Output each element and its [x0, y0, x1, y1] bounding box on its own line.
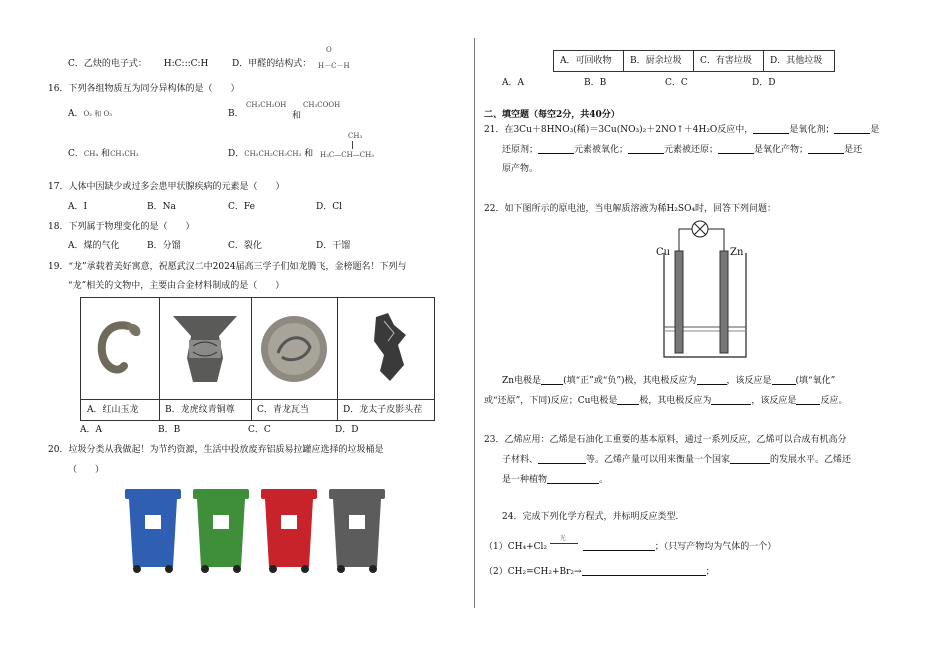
q15-option-c: [68, 58, 208, 70]
q21-line2: [502, 144, 862, 156]
q23-line2: [502, 454, 851, 466]
q21-text-h: 是还: [844, 145, 863, 155]
q23-text-e: 。: [599, 475, 609, 485]
q20-stem: 20．垃圾分类从我做起！为节约资源，生活中投放废弃铝质易拉罐应选择的垃圾桶是: [48, 445, 384, 455]
q19-caption-b: B．龙虎纹青铜尊: [159, 399, 251, 420]
dragon-tile-image: [257, 304, 331, 394]
q24-item1-arrow: [550, 535, 580, 549]
q15-c-label: C．乙炔的电子式：: [68, 59, 147, 69]
q16-a-label: A．: [68, 109, 84, 119]
q18-option-c: C．裂化: [228, 241, 262, 251]
q19-caption-d: D．龙太子皮影头茬: [337, 399, 434, 420]
zn-electrode-label: Zn: [730, 247, 744, 258]
q17-option-a: A．I: [68, 202, 88, 212]
q22-stem: 22．如下图所示的原电池，当电解质溶液为稀H₂SO₄时，回答下列问题：: [484, 204, 777, 214]
q19-cell-b: [159, 298, 252, 420]
q22-blank-zn-reaction[interactable]: [697, 375, 727, 385]
q16-option-c: [68, 148, 139, 160]
q21-text-f: 元素被还原；: [664, 145, 719, 155]
q16-a-content: O₂ 和 O₃: [83, 110, 113, 118]
q21-text-d: 还原剂；: [502, 145, 539, 155]
q17-option-b: B．Na: [147, 202, 176, 212]
cu-electrode-label: Cu: [656, 247, 671, 258]
q24-item2-end: ；: [705, 567, 715, 577]
galvanic-cell-diagram: [652, 215, 762, 363]
q22-blank-zn-pole[interactable]: [541, 375, 563, 385]
q19-option-a: A．A: [80, 425, 102, 435]
q23-blank-industry[interactable]: [730, 454, 770, 464]
q16-d-content: CH₃CH₂CH₂CH₃: [244, 150, 302, 158]
q24-item2: [484, 566, 715, 578]
q16-stem: 16．下列各组物质互为同分异构体的是（ ）: [48, 84, 240, 94]
q23-text-d: 是一种植物: [502, 475, 548, 485]
q24-item2-reactants: （2）CH₂=CH₂+Br₂→: [484, 567, 582, 577]
q21-text-b: 是氧化剂；: [789, 125, 835, 135]
q23-blank-material[interactable]: [538, 454, 586, 464]
q16-d-bond: [352, 141, 353, 149]
q21-text-g: 是氧化产物；: [754, 145, 809, 155]
q16-d-label: D．: [228, 149, 245, 159]
waste-bins-image: [119, 481, 395, 580]
q23-line1: 23．乙烯应用：乙烯是石油化工重要的基本原料，通过一系列反应，乙烯可以合成有机高分: [484, 435, 847, 445]
q20-caption-d: D．其他垃圾: [770, 56, 823, 66]
q20-options-table: [553, 50, 835, 72]
q22-blank-zn-type[interactable]: [772, 375, 796, 385]
recyclable-bin-icon: [123, 487, 183, 573]
q17-stem: 17．人体中因缺少或过多会患甲状腺疾病的元素是（ ）: [48, 182, 285, 192]
q22-text-a: Zn电极是: [502, 376, 542, 386]
q16-d-join: 和: [304, 149, 314, 159]
q16-c-content2: CH₃CH₃: [110, 150, 139, 158]
q16-b-join: 和: [292, 111, 302, 121]
q21-line3: 原产物。: [502, 164, 539, 174]
q18-option-a: A．煤的气化: [68, 241, 120, 251]
q23-text-c: 的发展水平。乙烯还: [770, 455, 852, 465]
q19-caption-a: A．红山玉龙: [81, 399, 159, 420]
q20-paren: （ ）: [68, 465, 105, 475]
q19-artifact-table: [80, 297, 435, 421]
q15-d-formula-bottom: H－C－H: [318, 62, 350, 70]
q19-option-b: B．B: [158, 425, 181, 435]
q16-d-main: H₃C—CH—CH₃: [320, 151, 374, 159]
hazardous-bin-icon: [259, 487, 319, 573]
q19-cell-c: [251, 298, 338, 420]
q20-caption-a: A．可回收物: [554, 51, 624, 71]
q19-stem-line1: 19．“龙”承载着美好寓意，祝愿武汉二中2024届高三学子们如龙腾飞，金榜题名！下列与: [48, 262, 407, 272]
q21-text-e: 元素被氧化；: [574, 145, 629, 155]
q19-cell-d: [337, 298, 434, 420]
q20-option-d: D．D: [752, 78, 776, 88]
q16-c-content: CH₄: [83, 150, 99, 158]
kitchen-bin-icon: [191, 487, 251, 573]
q21-blank-reductant-a[interactable]: [834, 124, 870, 134]
q19-cell-a: [81, 298, 160, 420]
q15-option-d: [232, 58, 311, 70]
q24-stem: 24．完成下列化学方程式，并标明反应类型.: [502, 512, 679, 522]
q23-text-b: 等。乙烯产量可以用来衡量一个国家: [586, 455, 731, 465]
q16-b-content: CH₃CH₂OH: [246, 101, 287, 109]
q24-item1-note: ；（只写产物均为气体的一个）: [654, 542, 777, 552]
q24-item1-reactants: （1）CH₄+Cl₂: [484, 542, 547, 552]
q20-option-c: C．C: [665, 78, 688, 88]
q15-d-label: D．甲醛的结构式：: [232, 59, 312, 69]
q21-text-a: 21．在3Cu＋8HNO₃(稀)＝3Cu(NO₃)₂＋2NO↑＋4H₂O反应中，: [484, 125, 754, 135]
q17-option-d: D．Cl: [316, 202, 342, 212]
other-bin-icon: [327, 487, 387, 573]
q20-option-a: A．A: [502, 78, 524, 88]
q21-blank-reductant[interactable]: [538, 144, 574, 154]
q16-option-b: [228, 108, 244, 120]
q16-option-a: [68, 108, 112, 120]
q16-d-branch: CH₃: [348, 132, 363, 140]
q15-d-formula-top: O: [326, 46, 332, 54]
q15-c-formula: H:C:::C:H: [163, 59, 209, 69]
q22-blank-cu-reaction[interactable]: [711, 395, 751, 405]
jade-dragon-image: [87, 304, 153, 394]
q23-line3: [502, 474, 608, 486]
q19-caption-c: C．青龙瓦当: [251, 399, 337, 420]
shadow-puppet-image: [343, 304, 428, 394]
q24-item1-blank[interactable]: [583, 541, 655, 551]
q16-c-label: C．: [68, 149, 84, 159]
q22-line1: [502, 375, 835, 387]
q22-text-b: (填“正”或“负”)极，其电极反应为: [563, 376, 697, 386]
q20-caption-c: C．有害垃圾: [694, 51, 764, 71]
q19-option-c: C．C: [248, 425, 271, 435]
q22-line2: [484, 395, 847, 407]
section2-title: 二、填空题（每空2分，共40分）: [484, 110, 620, 120]
q20-caption-b: B．厨余垃圾: [624, 51, 694, 71]
q19-option-d: D．D: [335, 425, 359, 435]
q17-option-c: C．Fe: [228, 202, 255, 212]
q18-option-b: B．分馏: [147, 241, 181, 251]
q16-option-d: [228, 148, 313, 160]
q23-blank-plant[interactable]: [547, 474, 599, 484]
q21-line1: [484, 124, 879, 136]
column-divider: [474, 38, 475, 608]
bronze-zun-image: [165, 304, 245, 394]
q24-item1-condition: 光: [559, 535, 566, 542]
q22-blank-cu-pole[interactable]: [617, 395, 639, 405]
q16-b-label: B．: [228, 109, 244, 119]
q21-blank-reduced[interactable]: [718, 144, 754, 154]
q21-text-c: 是: [870, 125, 880, 135]
q24-item2-blank[interactable]: [582, 566, 706, 576]
q16-c-join: 和: [101, 149, 111, 159]
q16-b-content2: CH₃COOH: [303, 101, 341, 109]
q22-text-c: ，该反应是: [726, 376, 772, 386]
q20-option-b: B．B: [584, 78, 607, 88]
q22-text-h: 反应。: [820, 396, 848, 406]
q22-text-f: 极，其电极反应为: [639, 396, 712, 406]
q19-stem-line2: “龙”相关的文物中，主要由合金材料制成的是（ ）: [68, 281, 285, 291]
q21-blank-ox-product[interactable]: [808, 144, 844, 154]
q22-text-e: 或“还原”，下同)反应；Cu电极是: [484, 396, 618, 406]
q22-text-g: ，该反应是: [751, 396, 797, 406]
q21-blank-oxidant[interactable]: [753, 124, 789, 134]
q22-blank-cu-type[interactable]: [796, 395, 820, 405]
q18-stem: 18．下列属于物理变化的是（ ）: [48, 222, 195, 232]
q22-text-d: (填“氧化”: [795, 376, 836, 386]
q21-blank-oxidized[interactable]: [628, 144, 664, 154]
q23-text-a: 子材料、: [502, 455, 539, 465]
q18-option-d: D．干馏: [316, 241, 351, 251]
q24-item1: [484, 535, 777, 553]
